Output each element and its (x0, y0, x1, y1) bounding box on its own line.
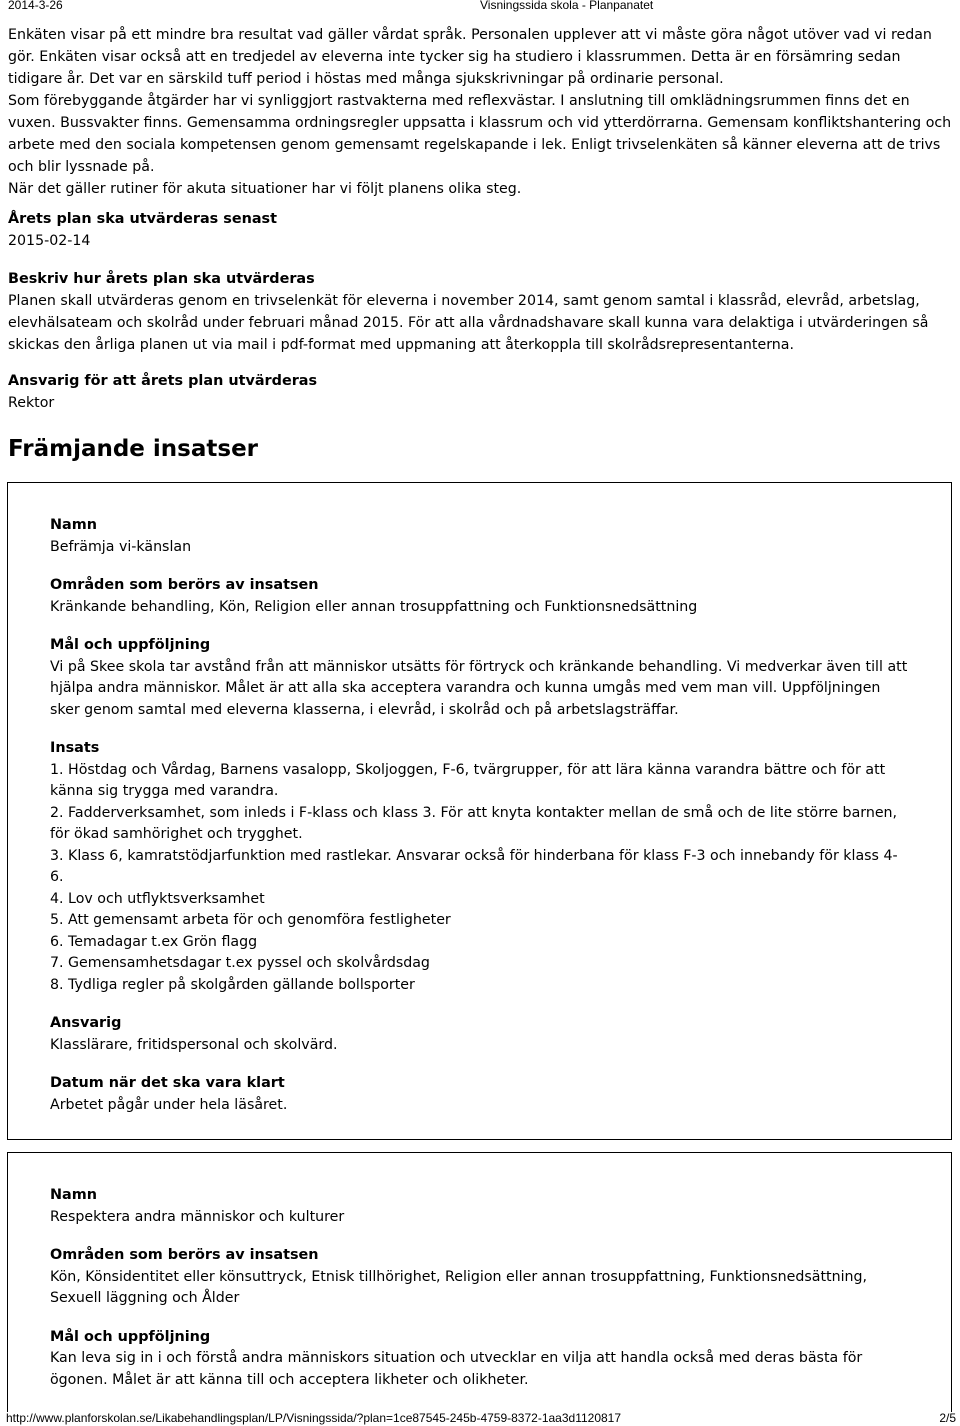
card-efforts-list (50, 760, 910, 997)
card-efforts-label: Insats (50, 740, 100, 756)
page-number: 2/5 (939, 1411, 956, 1425)
card-areas-value: Kön, Könsidentitet eller könsuttryck, Etnisk tillhörighet, Religion eller annan trosuppfattning, Funktionsnedsättning, Sexuell läggning och Ålder (50, 1268, 868, 1306)
card-goals-label: Mål och uppföljning (50, 637, 211, 653)
card-goals-label: Mål och uppföljning (50, 1328, 211, 1345)
list-item: 8. Tydliga regler på skolgården gällande bollsporter (50, 976, 415, 993)
card-name-label: Namn (50, 1187, 97, 1203)
list-item: 3. Klass 6, kamratstödjarfunktion med rastlekar. Ansvarar också för hinderbana för klass F-3 och innebandy för klass 4-6. (50, 847, 898, 885)
card-name-value: Befrämja vi-känslan (50, 538, 192, 555)
print-title: Visningssida skola - Planpanatet (480, 0, 654, 12)
list-item: 4. Lov och utflyktsverksamhet (50, 890, 265, 907)
print-url: http://www.planforskolan.se/Likabehandlingsplan/LP/Visningssida/?plan=1ce87545-245b-4759-8372-1aa3d1120817 (6, 1411, 622, 1425)
print-header (0, 0, 960, 12)
card-done-field (50, 1073, 910, 1116)
card-goals-field (50, 635, 910, 721)
card-efforts-field (50, 738, 910, 996)
intro-paragraph: Enkäten visar på ett mindre bra resultat vad gäller vårdat språk. Personalen upplever att vi måste göra något utöver vad vi redan gör. Enkäten visar också att en tredjedel av eleverna inte tycker sig ha studiero i klassrummen. Detta är en försämring sedan tidigare år. Det var en särskild tuff period i höstas med många sjukskrivningar på ordinarie personal. (8, 27, 932, 87)
card-goals-value: Vi på Skee skola tar avstånd från att människor utsätts för förtryck och kränkande behandling. Vi medverkar även till att hjälpa andra människor. Målet är att alla ska acceptera varandra och kunna umgås med vem man vill. Uppföljningen sker genom samtal med eleverna klasserna, i elevråd, i skolråd och på arbetslagsträffar. (50, 658, 908, 718)
list-item: 2. Fadderverksamhet, som inleds i F-klass och klass 3. För att knyta kontakter mellan de små och de lite större barnen, för ökad samhörighet och trygghet. (50, 804, 898, 842)
intro-paragraph: Som förebyggande åtgärder har vi synliggjort rastvakterna med reflexvästar. I anslutning till omklädningsrummen finns det en vuxen. Bussvakter finns. Gemensamma ordningsregler uppsatta i klassrum och vid ytterdörrarna. Gemensam konfliktshantering och arbete med den sociala kompetensen genom gemensamt regelskapande i lek. Enligt trivselenkäten så känner eleverna att de trivs och blir lyssnade på. (8, 93, 952, 175)
section-title: Främjande insatser (8, 436, 259, 462)
card-areas-value: Kränkande behandling, Kön, Religion eller annan trosuppfattning och Funktionsnedsättning (50, 598, 698, 615)
card-responsible-label: Ansvarig (50, 1015, 122, 1031)
print-date: 2014-3-26 (8, 0, 63, 12)
evaluation-deadline-label: Årets plan ska utvärderas senast (8, 211, 277, 227)
evaluation-responsible-label: Ansvarig för att årets plan utvärderas (8, 373, 318, 389)
evaluation-description (8, 268, 953, 356)
evaluation-description-label: Beskriv hur årets plan ska utvärderas (8, 271, 315, 287)
list-item: 5. Att gemensamt arbeta för och genomföra festligheter (50, 912, 451, 928)
evaluation-deadline (8, 208, 953, 252)
evaluation-responsible (8, 370, 953, 414)
card-name-value: Respektera andra människor och kulturer (50, 1208, 345, 1225)
evaluation-description-value: Planen skall utvärderas genom en trivselenkät för eleverna i november 2014, samt genom samtal i klassråd, elevråd, arbetslag, elevhälsateam och skolråd under februari månad 2015. För att alla vårdnadshavare skall kunna vara delaktiga i utvärderingen så skickas den årliga planen ut via mail i pdf-format med uppmaning att återkoppla till skolrådsrepresentanterna. (8, 293, 929, 353)
card-responsible-field (50, 1013, 910, 1056)
card-areas-field (50, 575, 910, 618)
card-name-field (50, 515, 910, 558)
card-responsible-value: Klasslärare, fritidspersonal och skolvärd. (50, 1036, 338, 1053)
list-item: 7. Gemensamhetsdagar t.ex pyssel och skolvårdsdag (50, 955, 430, 971)
card-done-value: Arbetet pågår under hela läsåret. (50, 1096, 288, 1113)
effort-card (7, 1152, 952, 1412)
card-name-label: Namn (50, 517, 97, 533)
list-item: 1. Höstdag och Vårdag, Barnens vasalopp, Skoljoggen, F-6, tvärgrupper, för att lära känna varandra bättre och för att känna sig trygga med varandra. (50, 761, 886, 799)
card-areas-label: Områden som berörs av insatsen (50, 577, 319, 593)
print-footer (0, 1410, 960, 1426)
card-areas-field (50, 1245, 910, 1310)
evaluation-deadline-value: 2015-02-14 (8, 233, 91, 249)
card-name-field (50, 1185, 910, 1228)
card-done-label: Datum när det ska vara klart (50, 1075, 285, 1091)
card-areas-label: Områden som berörs av insatsen (50, 1247, 319, 1263)
card-goals-field (50, 1327, 910, 1392)
intro-paragraph: När det gäller rutiner för akuta situationer har vi följt planens olika steg. (8, 181, 522, 197)
list-item: 6. Temadagar t.ex Grön flagg (50, 933, 258, 950)
evaluation-responsible-value: Rektor (8, 395, 55, 411)
intro-text (8, 24, 953, 200)
card-goals-value: Kan leva sig in i och förstå andra människors situation och utvecklar en vilja att handla också med deras bästa för ögonen. Målet är att känna till och acceptera likheter och olikheter. (50, 1350, 863, 1388)
effort-card (7, 482, 952, 1140)
